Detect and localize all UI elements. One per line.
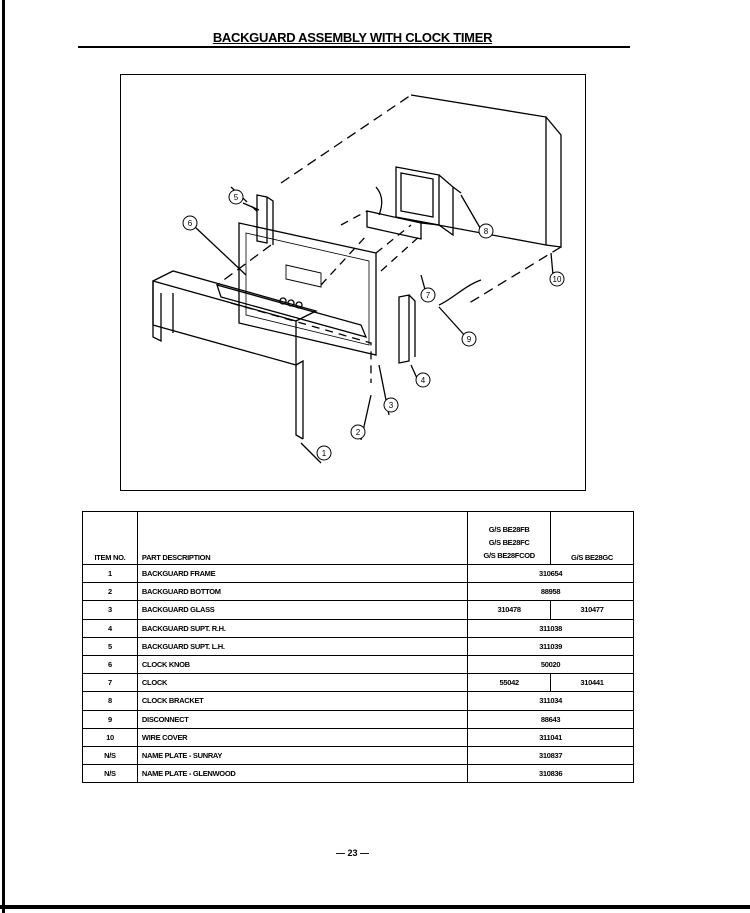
page-border-bottom <box>0 905 750 909</box>
cell-item-no: 4 <box>83 619 138 637</box>
callout-5: 5 <box>233 193 239 202</box>
cell-part-description: NAME PLATE - GLENWOOD <box>137 765 467 783</box>
cell-part-number: 311041 <box>468 728 634 746</box>
table-row <box>83 765 634 783</box>
cell-part-description: CLOCK BRACKET <box>137 692 467 710</box>
cell-part-description: BACKGUARD GLASS <box>137 601 467 619</box>
cell-part-description: BACKGUARD SUPT. L.H. <box>137 637 467 655</box>
callout-labels <box>183 190 564 460</box>
cell-item-no: N/S <box>83 765 138 783</box>
cell-part-number: 311034 <box>468 692 634 710</box>
cell-part-number-b: 310441 <box>551 674 634 692</box>
callout-1: 1 <box>321 449 327 458</box>
header-model-a-line2: G/S BE28FC <box>488 538 530 547</box>
cell-item-no: 6 <box>83 655 138 673</box>
cell-part-description: CLOCK <box>137 674 467 692</box>
cell-item-no: N/S <box>83 746 138 764</box>
table-row <box>83 692 634 710</box>
table-row <box>83 655 634 673</box>
cell-part-description: CLOCK KNOB <box>137 655 467 673</box>
header-model-a-line3: G/S BE28FCOD <box>483 551 535 560</box>
callout-3: 3 <box>388 401 394 410</box>
title-rule <box>78 46 630 48</box>
cell-part-number: 311039 <box>468 637 634 655</box>
table-row <box>83 710 634 728</box>
cell-part-number-a: 55042 <box>468 674 551 692</box>
page-title: BACKGUARD ASSEMBLY WITH CLOCK TIMER <box>212 30 493 45</box>
callout-9: 9 <box>466 335 472 344</box>
cell-part-description: BACKGUARD BOTTOM <box>137 583 467 601</box>
callout-2: 2 <box>355 428 361 437</box>
cell-part-number-a: 310478 <box>468 601 551 619</box>
header-item-no: ITEM NO. <box>83 512 138 565</box>
cell-part-number: 310654 <box>468 565 634 583</box>
header-model-b: G/S BE28GC <box>551 512 634 565</box>
cell-part-number: 311038 <box>468 619 634 637</box>
cell-part-number: 50020 <box>468 655 634 673</box>
cell-item-no: 10 <box>83 728 138 746</box>
callout-8: 8 <box>483 227 489 236</box>
callout-7: 7 <box>425 291 431 300</box>
parts-table <box>82 511 634 783</box>
table-row <box>83 674 634 692</box>
cell-part-number: 310836 <box>468 765 634 783</box>
header-model-a <box>468 512 551 565</box>
page-border-left <box>2 0 5 913</box>
cell-item-no: 1 <box>83 565 138 583</box>
cell-part-number-b: 310477 <box>551 601 634 619</box>
parts-table-body <box>83 565 634 783</box>
cell-item-no: 3 <box>83 601 138 619</box>
cell-item-no: 2 <box>83 583 138 601</box>
cell-item-no: 9 <box>83 710 138 728</box>
table-row <box>83 728 634 746</box>
cell-part-number: 88958 <box>468 583 634 601</box>
cell-part-description: BACKGUARD SUPT. R.H. <box>137 619 467 637</box>
header-model-a-line1: G/S BE28FB <box>488 525 530 534</box>
cell-part-description: WIRE COVER <box>137 728 467 746</box>
cell-part-description: BACKGUARD FRAME <box>137 565 467 583</box>
cell-item-no: 7 <box>83 674 138 692</box>
table-row <box>83 601 634 619</box>
callout-4: 4 <box>420 376 426 385</box>
table-row <box>83 583 634 601</box>
cell-part-number: 88643 <box>468 710 634 728</box>
page-number: — 23 — <box>335 848 369 858</box>
table-row <box>83 637 634 655</box>
cell-item-no: 5 <box>83 637 138 655</box>
callout-10: 10 <box>552 275 562 284</box>
parts-table-header <box>83 512 634 565</box>
table-row <box>83 746 634 764</box>
exploded-diagram-drawing <box>121 75 587 492</box>
callout-6: 6 <box>187 219 193 228</box>
table-row <box>83 565 634 583</box>
cell-part-description: DISCONNECT <box>137 710 467 728</box>
header-part-description: PART DESCRIPTION <box>137 512 467 565</box>
table-row <box>83 619 634 637</box>
cell-item-no: 8 <box>83 692 138 710</box>
cell-part-number: 310837 <box>468 746 634 764</box>
cell-part-description: NAME PLATE - SUNRAY <box>137 746 467 764</box>
exploded-diagram <box>120 74 586 491</box>
